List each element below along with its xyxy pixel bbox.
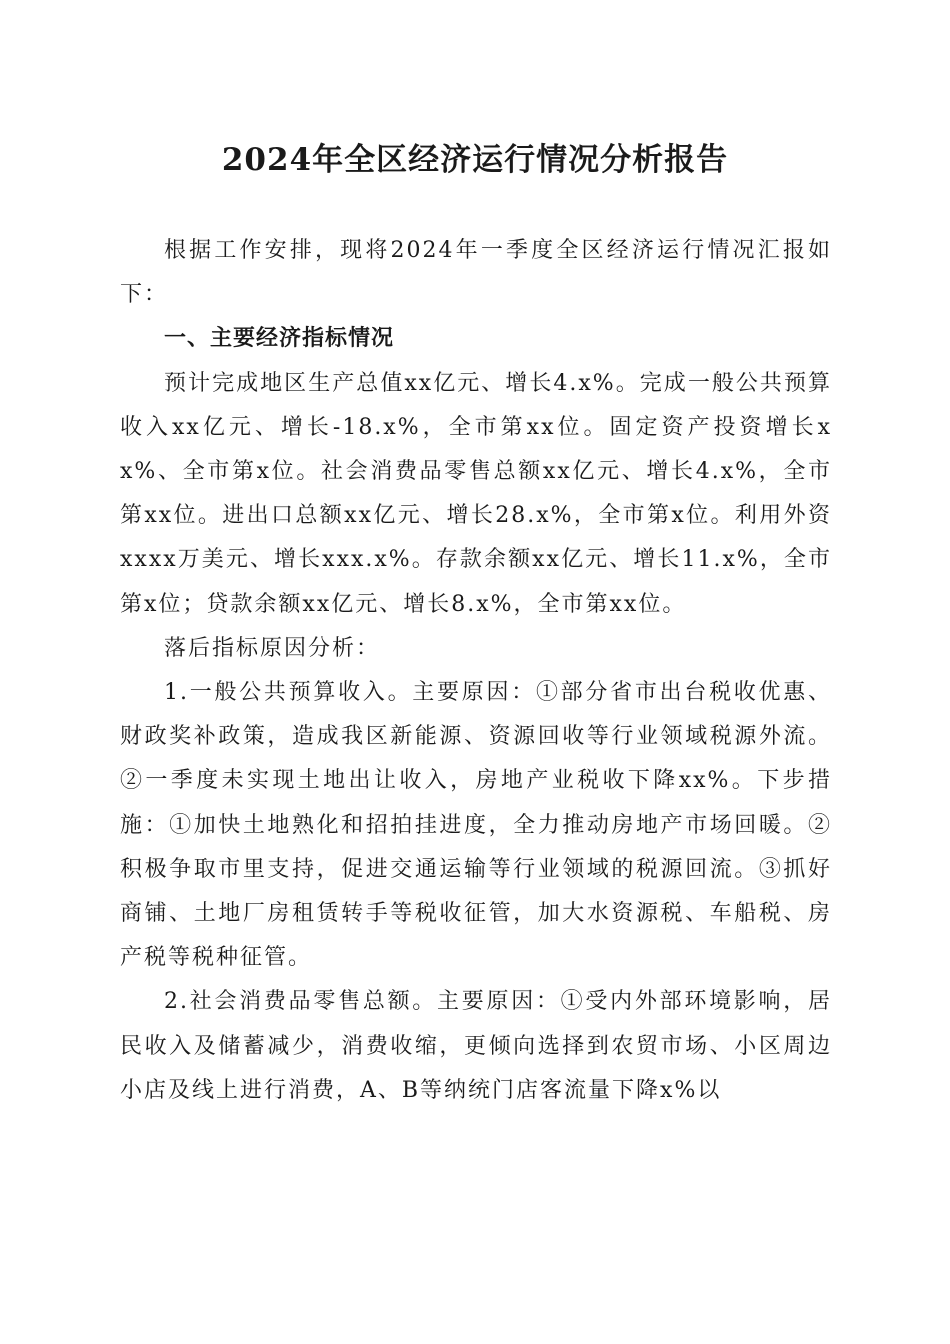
- analysis-item-2: 2.社会消费品零售总额。主要原因：①受内外部环境影响，居民收入及储蓄减少，消费收缩，更倾向选择到农贸市场、小区周边小店及线上进行消费，A、B等纳统门店客流量下降x%以: [120, 989, 832, 1103]
- section-heading: 一、主要经济指标情况: [164, 326, 395, 352]
- lagging-label: 落后指标原因分析：: [164, 635, 381, 661]
- page-title: 2024年全区经济运行情况分析报告: [221, 142, 729, 178]
- intro-paragraph: 根据工作安排，现将2024年一季度全区经济运行情况汇报如下：: [120, 238, 832, 308]
- analysis-item-1: 1.一般公共预算收入。主要原因：①部分省市出台税收优惠、财政奖补政策，造成我区新能源、资源回收等行业领域税源外流。②一季度未实现土地出让收入，房地产业税收下降xx%。下步措施：①加快土地熟化和招拍挂进度，全力推动房地产市场回暖。②积极争取市里支持，促进交通运输等行业领域的税源回流。③抓好商铺、土地厂房租赁转手等税收征管，加大水资源税、车船税、房产税等税种征管。: [120, 680, 832, 971]
- document-body: [120, 229, 832, 1113]
- indicators-paragraph: 预计完成地区生产总值xx亿元、增长4.x%。完成一般公共预算收入xx亿元、增长-18.x%，全市第xx位。固定资产投资增长xx%、全市第x位。社会消费品零售总额xx亿元、增长4.x%，全市第xx位。进出口总额xx亿元、增长28.x%，全市第x位。利用外资xxxx万美元、增长xxx.x%。存款余额xx亿元、增长11.x%，全市第x位；贷款余额xx亿元、增长8.x%，全市第xx位。: [120, 370, 832, 617]
